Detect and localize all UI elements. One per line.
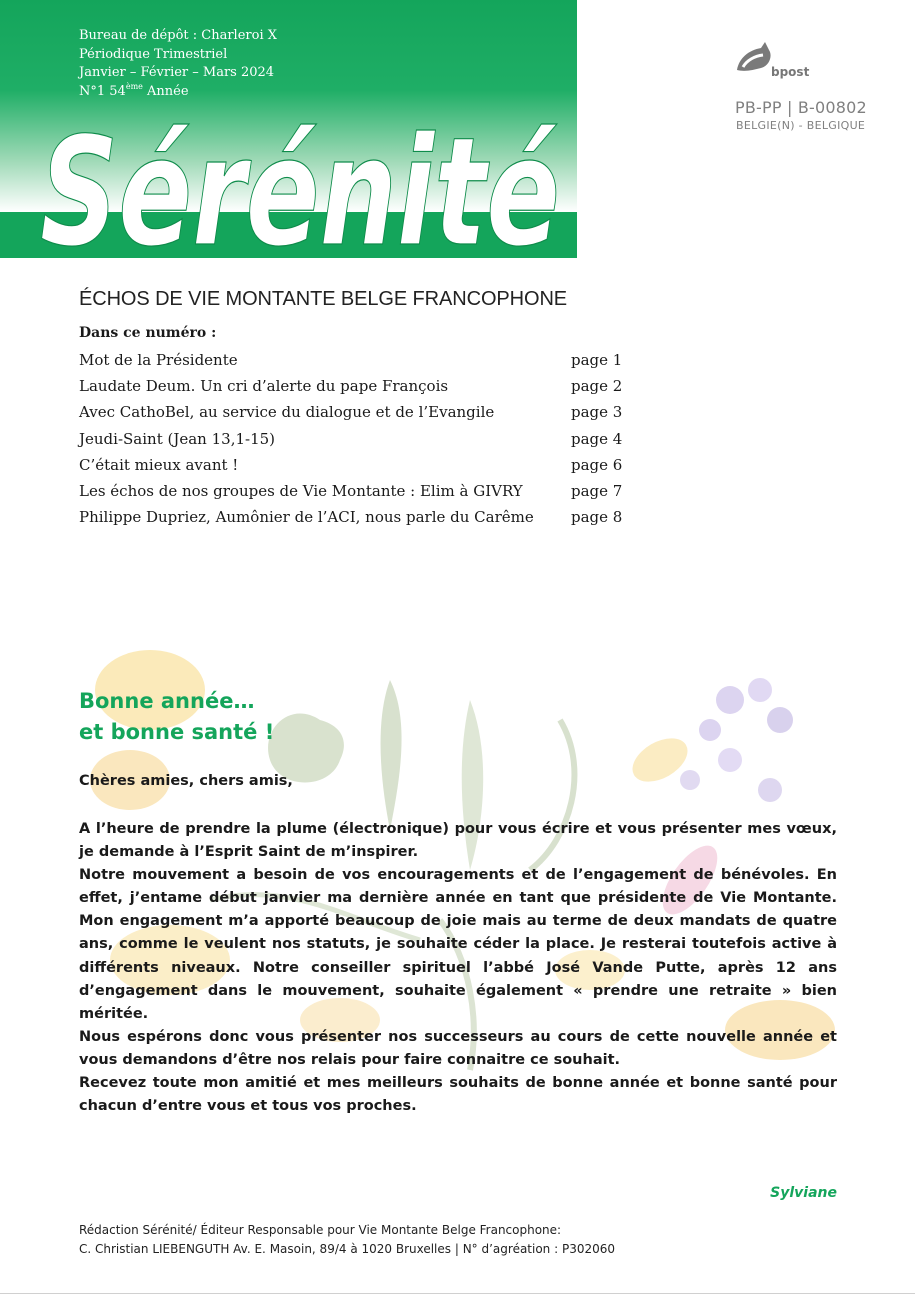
postage-country: BELGIE(N) - BELGIQUE (736, 119, 866, 132)
postage-code: PB-PP | B-00802 (735, 98, 867, 117)
periodicity: Périodique Trimestriel (79, 46, 228, 62)
toc-item-page: page 7 (571, 481, 623, 500)
article-paragraph: Recevez toute mon amitié et mes meilleurs souhaits de bonne année et bonne santé pour chacun d’entre vous et tous vos proches. (79, 1075, 837, 1115)
masthead-title (36, 106, 576, 280)
toc-item-title: Mot de la Présidente (79, 351, 238, 369)
toc-item-title: Jeudi-Saint (Jean 13,1-15) (79, 429, 276, 448)
purple-flower (718, 748, 742, 772)
table-of-contents (79, 349, 639, 532)
bpost-horn-icon (735, 40, 775, 80)
issue-number: N°1 54ème Année (79, 81, 189, 99)
purple-flower (680, 770, 700, 790)
toc-item (79, 375, 639, 401)
toc-item-title: Laudate Deum. Un cri d’alerte du pape François (79, 377, 449, 396)
purple-flower (767, 707, 793, 733)
purple-flower (758, 778, 782, 802)
toc-heading: Dans ce numéro : (79, 325, 217, 341)
bpost-logo: bpost (771, 65, 810, 79)
footer-line: Rédaction Sérénité/ Éditeur Responsable pour Vie Montante Belge Francophone: (79, 1223, 562, 1237)
green-leaf (381, 680, 402, 830)
toc-item (79, 506, 639, 532)
deposit-office: Bureau de dépôt : Charleroi X (79, 28, 277, 43)
footer-line: C. Christian LIEBENGUTH Av. E. Masoin, 89/4 à 1020 Bruxelles | N° d’agréation : P302060 (79, 1242, 616, 1256)
article-paragraph: Nous espérons donc vous présenter nos successeurs au cours de cette nouvelle année et vous demandons d’être nos relais pour faire connaitre ce souhait. (79, 1028, 837, 1068)
toc-item-page: page 3 (571, 403, 623, 422)
article-title-line: Bonne année… (79, 689, 255, 713)
purple-flower (748, 678, 772, 702)
toc-item-page: page 1 (571, 351, 623, 369)
article-title (79, 686, 274, 748)
article-title-line: et bonne santé ! (79, 720, 275, 744)
toc-item-page: page 2 (571, 377, 623, 396)
page-bottom-rule (0, 1293, 915, 1294)
toc-item (79, 401, 639, 427)
publication-info (79, 27, 277, 101)
toc-item-title: Les échos de nos groupes de Vie Montante : Elim à GIVRY (79, 481, 523, 500)
toc-item-page: page 6 (571, 455, 623, 474)
toc-item-page: page 8 (571, 508, 623, 527)
masthead-title-text: Sérénité (40, 106, 560, 280)
toc-item (79, 349, 639, 375)
postage-mark (735, 40, 885, 140)
publisher-footer (79, 1221, 615, 1259)
article-greeting: Chères amies, chers amis, (79, 773, 293, 789)
article-signature: Sylviane (770, 1185, 837, 1201)
toc-item-page: page 4 (571, 429, 623, 448)
purple-flower (699, 719, 721, 741)
toc-item (79, 454, 639, 480)
toc-item (79, 428, 639, 454)
article-paragraph: Notre mouvement a besoin de vos encouragements et de l’engagement de bénévoles. En effet, j’entame début janvier ma dernière année en tant que présidente de Vie Montante. Mon engagement m’a apporté beaucoup de joie mais au terme de deux mandats de quatre ans, comme le veulent nos statuts, je souhaite céder la place. Je resterai toutefois active à différents niveaux. Notre conseiller spirituel l’abbé José Vande Putte, après 12 ans d’engagement dans le mouvement, souhaite également « prendre une retraite » bien méritée. (79, 867, 837, 1022)
article-paragraph: A l’heure de prendre la plume (électronique) pour vous écrire et vous présenter mes vœux, je demande à l’Esprit Saint de m’inspirer. (79, 821, 837, 861)
masthead-banner (0, 0, 577, 280)
toc-item-title: C’était mieux avant ! (79, 455, 239, 474)
toc-item (79, 480, 639, 506)
newsletter-subtitle: ÉCHOS DE VIE MONTANTE BELGE FRANCOPHONE (79, 288, 568, 310)
article-body (79, 818, 837, 1118)
issue-period: Janvier – Février – Mars 2024 (79, 65, 275, 80)
toc-item-title: Avec CathoBel, au service du dialogue et de l’Evangile (79, 403, 495, 422)
purple-flower (716, 686, 744, 714)
toc-item-title: Philippe Dupriez, Aumônier de l’ACI, nous parle du Carême (79, 508, 534, 527)
